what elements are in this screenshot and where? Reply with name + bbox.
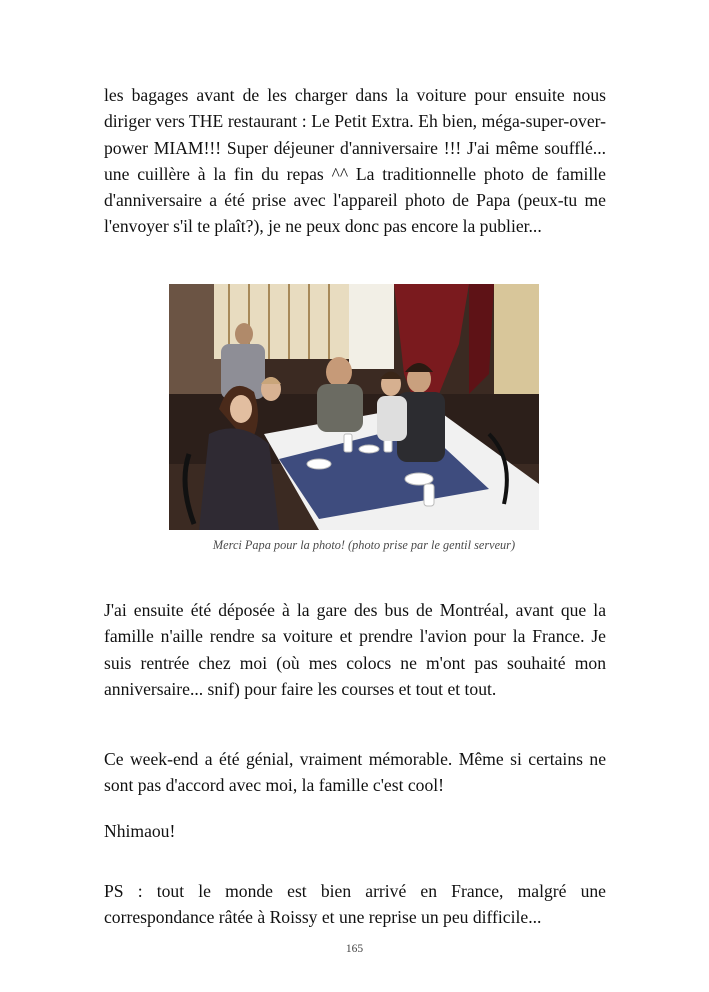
paragraph-bus-station: J'ai ensuite été déposée à la gare des bus de Montréal, avant que la famille n'aille rendre sa voiture et prendre l'avion pour la France. Je suis rentrée chez moi (où mes colocs ne m'ont pas souhaité mon anniversaire... snif) pour faire les courses et tout et tout.	[104, 600, 606, 699]
paragraph-restaurant: les bagages avant de les charger dans la voiture pour ensuite nous diriger vers THE restaurant : Le Petit Extra. Eh bien, méga-super-over-power MIAM!!! Super déjeuner d'anniversaire !!! J'ai même soufflé... une cuillère à la fin du repas ^^ La traditionnelle photo de famille d'anniversaire a été prise avec l'appareil photo de Papa (peux-tu me l'envoyer s'il te plaît?), je ne peux donc pas encore la publier...	[104, 85, 606, 237]
paragraph-ps: PS : tout le monde est bien arrivé en France, malgré une correspondance râtée à Roissy et une reprise un peu difficile...	[104, 881, 606, 928]
family-restaurant-photo	[169, 284, 539, 530]
photo-caption: Merci Papa pour la photo! (photo prise par le gentil serveur)	[212, 538, 516, 552]
page-number: 165	[345, 943, 364, 955]
paragraph-signoff: Nhimaou!	[104, 821, 176, 841]
paragraph-weekend: Ce week-end a été génial, vraiment mémorable. Même si certains ne sont pas d'accord avec moi, la famille c'est cool!	[104, 749, 606, 796]
